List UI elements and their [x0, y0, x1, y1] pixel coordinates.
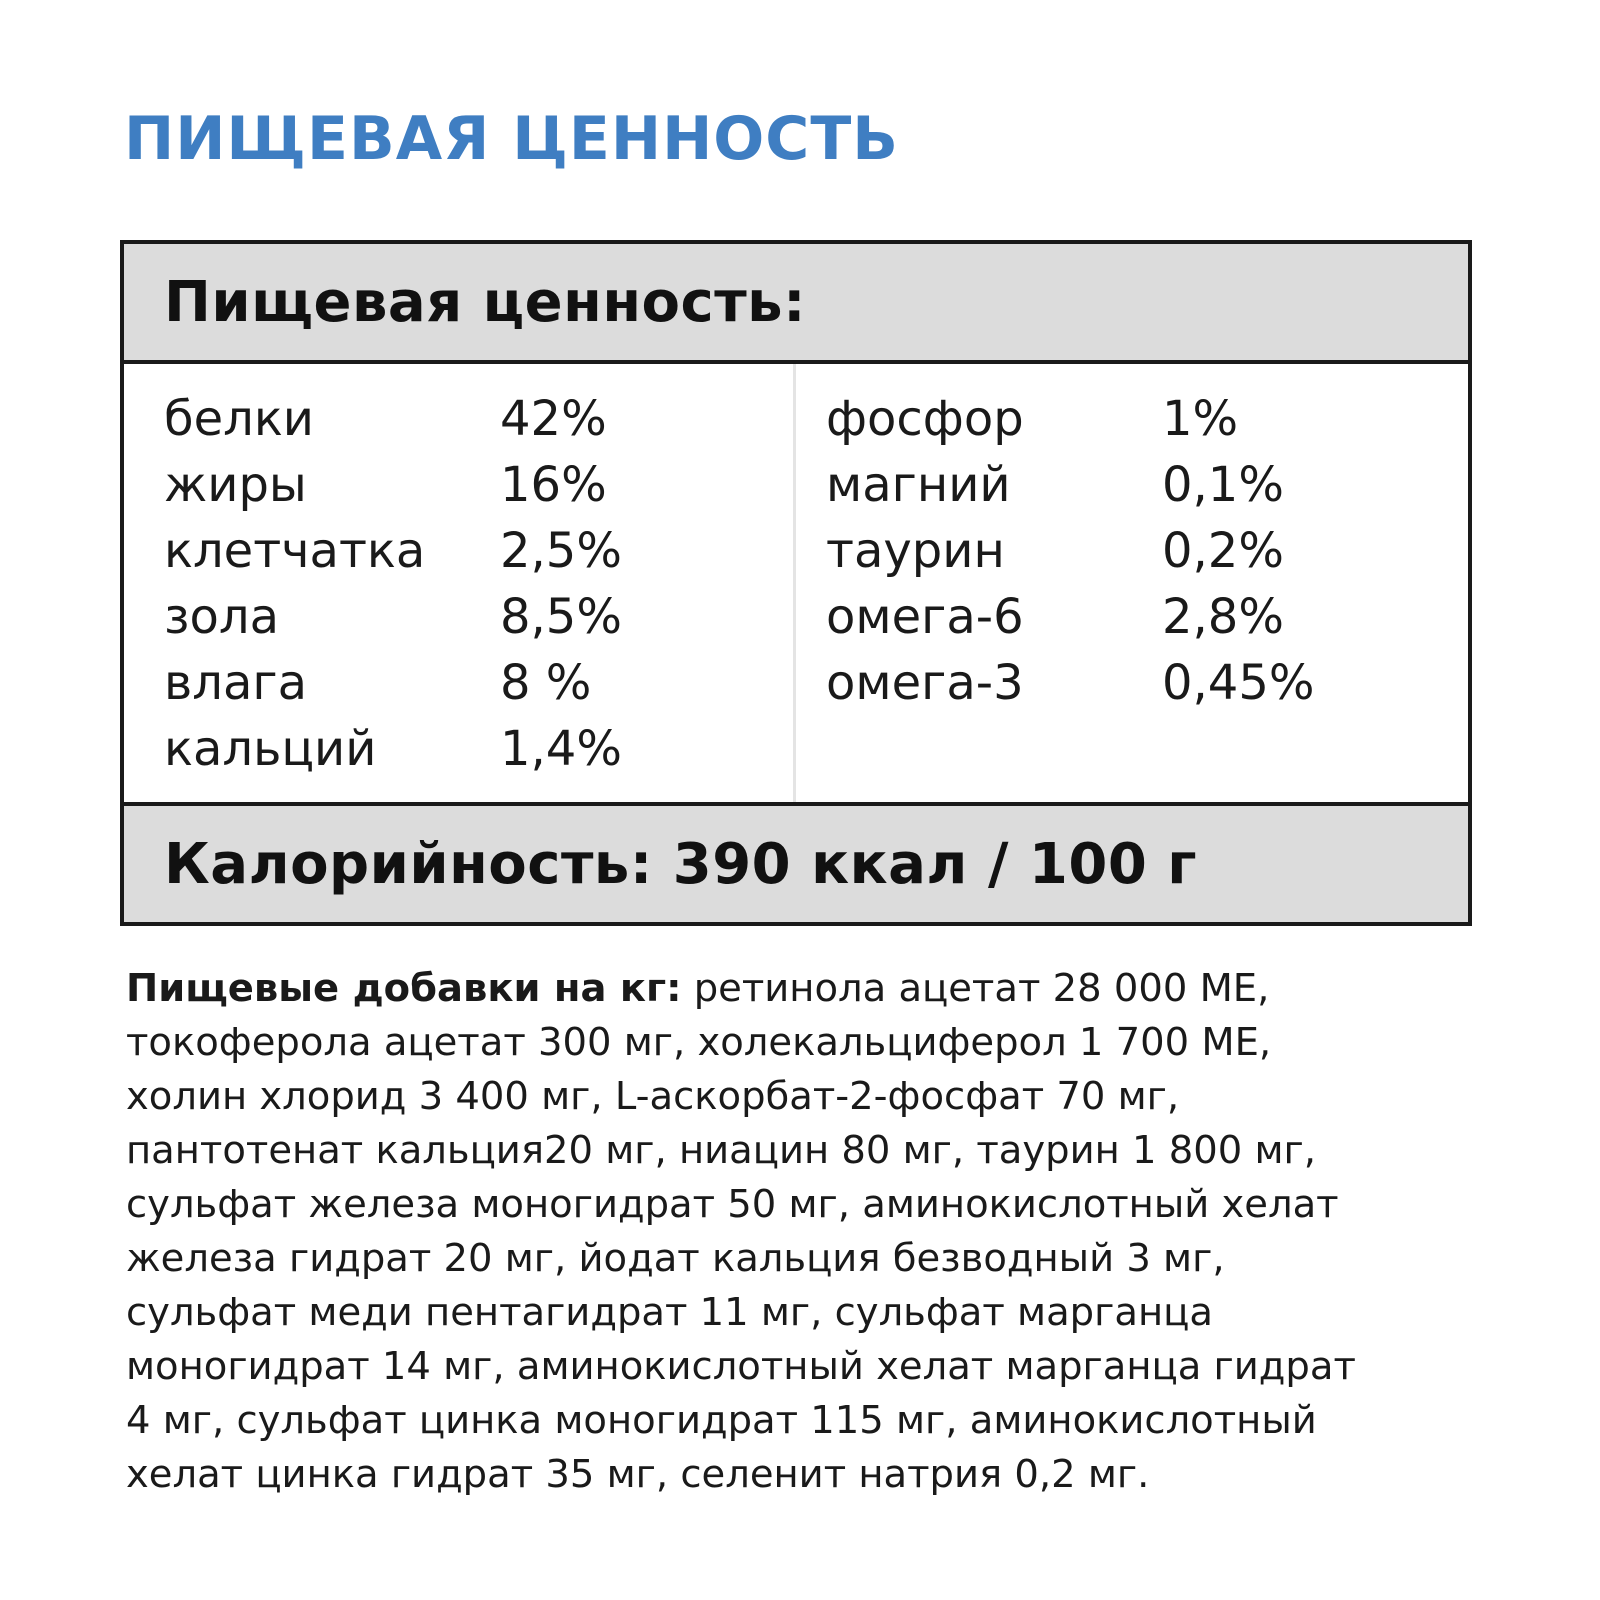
nutrient-row: [826, 650, 1468, 716]
additives-line: хелат цинка гидрат 35 мг, селенит натрия 0,2 мг.: [126, 1452, 1150, 1497]
nutrient-row: [826, 452, 1468, 518]
additives-line: 4 мг, сульфат цинка моногидрат 115 мг, аминокислотный: [126, 1398, 1317, 1443]
additives-line: сульфат меди пентагидрат 11 мг, сульфат марганца: [126, 1290, 1213, 1335]
nutrient-name: зола: [164, 589, 279, 645]
nutrient-row: [164, 386, 793, 452]
nutrient-name: белки: [164, 391, 314, 447]
table-footer: [124, 802, 1468, 922]
nutrient-value: 0,1%: [1162, 457, 1284, 513]
nutrient-name: жиры: [164, 457, 307, 513]
additives-label: Пищевые добавки на кг:: [126, 966, 682, 1011]
nutrient-value: 42%: [500, 391, 607, 447]
nutrient-value: 0,45%: [1162, 655, 1315, 711]
additives-line: [126, 962, 1486, 1016]
nutrient-name: омега-6: [826, 589, 1024, 645]
nutrition-table: [120, 240, 1472, 926]
nutrient-row: [164, 452, 793, 518]
nutrient-row: [164, 584, 793, 650]
nutrient-row: [826, 584, 1468, 650]
nutrient-row: [164, 650, 793, 716]
nutrient-name: омега-3: [826, 655, 1024, 711]
additives-line: железа гидрат 20 мг, йодат кальция безводный 3 мг,: [126, 1236, 1225, 1281]
nutrient-column-right: [796, 364, 1468, 802]
table-header: [124, 244, 1468, 364]
nutrient-row: [826, 386, 1468, 452]
page-title: ПИЩЕВАЯ ЦЕННОСТЬ: [124, 104, 899, 174]
nutrient-row: [164, 518, 793, 584]
additives-paragraph: [126, 962, 1486, 1502]
nutrient-row: [826, 518, 1468, 584]
additives-line: моногидрат 14 мг, аминокислотный хелат марганца гидрат: [126, 1344, 1356, 1389]
nutrient-value: 16%: [500, 457, 607, 513]
nutrient-name: магний: [826, 457, 1011, 513]
additives-line: холин хлорид 3 400 мг, L-аскорбат-2-фосфат 70 мг,: [126, 1074, 1180, 1119]
nutrient-value: 8,5%: [500, 589, 622, 645]
nutrient-name: таурин: [826, 523, 1005, 579]
calories-text: Калорийность: 390 ккал / 100 г: [164, 831, 1198, 897]
nutrient-name: кальций: [164, 721, 377, 777]
additives-text: ретинола ацетат 28 000 МЕ,: [681, 966, 1270, 1011]
table-header-text: Пищевая ценность:: [164, 269, 806, 335]
nutrient-value: 0,2%: [1162, 523, 1284, 579]
nutrient-value: 1,4%: [500, 721, 622, 777]
nutrient-column-left: [124, 364, 796, 802]
nutrient-value: 1%: [1162, 391, 1239, 447]
nutrient-value: 2,8%: [1162, 589, 1284, 645]
nutrient-row: [164, 716, 793, 782]
additives-line: пантотенат кальция20 мг, ниацин 80 мг, таурин 1 800 мг,: [126, 1128, 1317, 1173]
nutrient-name: фосфор: [826, 391, 1024, 447]
additives-line: сульфат железа моногидрат 50 мг, аминокислотный хелат: [126, 1182, 1339, 1227]
nutrient-name: клетчатка: [164, 523, 426, 579]
table-body: [124, 364, 1468, 802]
nutrient-value: 2,5%: [500, 523, 622, 579]
nutrient-value: 8 %: [500, 655, 592, 711]
additives-line: токоферола ацетат 300 мг, холекальциферол 1 700 МЕ,: [126, 1020, 1272, 1065]
nutrient-name: влага: [164, 655, 308, 711]
